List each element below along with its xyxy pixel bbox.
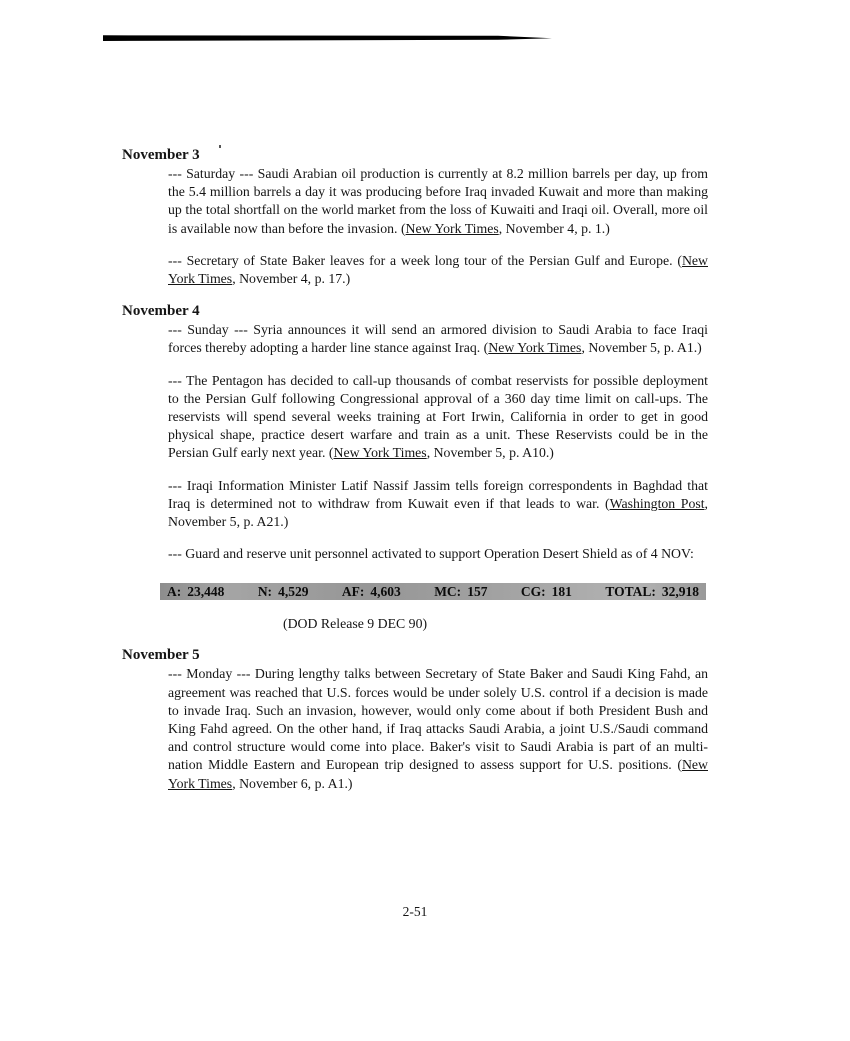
citation-source: New York Times (405, 220, 499, 236)
paragraph-text: , November 6, p. A1.) (232, 775, 353, 791)
stat-label: TOTAL: (605, 583, 656, 599)
stat-air-force (342, 584, 401, 600)
stat-label: A: (167, 583, 182, 599)
paragraph-text: --- Iraqi Information Minister Latif Nassif Jassim tells foreign correspondents in Baghdad that Iraq is determined not to withdraw from Kuwait even if that leads to war. ( (168, 477, 708, 511)
citation-source: Washington Post (609, 495, 705, 511)
stat-value: 4,603 (370, 583, 401, 599)
date-section-november-3 (122, 147, 708, 288)
paragraph-text: --- Monday --- During lengthy talks between Secretary of State Baker and Saudi King Fahd, an agreement was reached that U.S. forces would be under solely U.S. control if a decision is made to invade Iraq. Such an invasion, however, would only come about if both President Bush and King Fahd agreed. On the other hand, if Iraq attacks Saudi Arabia, a joint U.S./Saudi command and control structure would come into place. Baker's visit to Saudi Arabia is part of an multi-nation Middle Eastern and European trip designed to assess support for U.S. positions. ( (168, 666, 708, 773)
entry-paragraph (168, 665, 708, 792)
entry-paragraph (168, 252, 708, 288)
paragraph-text: , November 5, p. A1.) (581, 340, 702, 356)
date-section-november-4 (122, 303, 708, 632)
paragraph-text: --- The Pentagon has decided to call-up thousands of combat reservists for possible deployment to the Persian Gulf following Congressional approval of a 360 day time limit on call-ups. The reservists will spend several weeks training at Fort Irwin, California in order to get in good physical shape, practice desert warfare and train as a unit. These Reservists could be in the Persian Gulf early next year. ( (168, 372, 708, 461)
citation-source: New York Times (333, 445, 427, 461)
entry-paragraph (168, 545, 708, 563)
dod-release-note: (DOD Release 9 DEC 90) (283, 616, 428, 632)
citation-source: New York Times (488, 340, 582, 356)
page-content (122, 147, 708, 793)
stat-label: AF: (341, 583, 365, 599)
entry-paragraph (168, 165, 708, 238)
date-section-november-5 (122, 647, 708, 792)
date-heading: November 5 (122, 647, 200, 664)
stat-value: 4,529 (278, 583, 309, 599)
paragraph-text: --- Secretary of State Baker leaves for a week long tour of the Persian Gulf and Europe. ( (168, 252, 682, 268)
stat-value: 157 (467, 583, 488, 599)
stat-coast-guard (521, 584, 572, 600)
stat-value: 23,448 (187, 583, 225, 599)
header-rule (103, 35, 552, 41)
stat-total (605, 584, 699, 600)
stat-label: N: (257, 583, 273, 599)
stat-marine-corps (434, 584, 487, 600)
paragraph-text: , November 4, p. 1.) (498, 220, 610, 236)
paragraph-text: --- Sunday --- Syria announces it will send an armored division to Saudi Arabia to face Iraqi forces thereby adopting a harder line stance against Iraq. ( (168, 322, 708, 356)
stat-label: CG: (520, 583, 546, 599)
page-number: 2-51 (402, 904, 428, 919)
stat-army (167, 584, 224, 600)
paragraph-text: , November 5, p. A21.) (168, 495, 708, 530)
date-heading: November 4 (122, 303, 200, 320)
stat-value: 32,918 (661, 583, 699, 599)
entry-paragraph (168, 477, 708, 532)
paragraph-text: , November 4, p. 17.) (232, 271, 351, 287)
stat-label: MC: (434, 583, 462, 599)
paragraph-text: , November 5, p. A10.) (426, 445, 554, 461)
date-heading: November 3 (122, 147, 200, 163)
entry-paragraph (168, 321, 708, 357)
citation-source: New York Times (168, 252, 708, 287)
stat-navy (258, 584, 309, 600)
paragraph-text: --- Guard and reserve unit personnel activated to support Operation Desert Shield as of 4 NOV: (168, 546, 694, 562)
stat-value: 181 (551, 583, 572, 599)
troop-strength-highlight-bar (160, 583, 706, 600)
entry-paragraph (168, 372, 708, 463)
citation-source: New York Times (168, 757, 708, 791)
paragraph-text: --- Saturday --- Saudi Arabian oil production is currently at 8.2 million barrels per day, up from the 5.4 million barrels a day it was producing before Iraq invaded Kuwait and more than making up the total shortfall on the world market from the loss of Kuwaiti and Iraqi oil. Overall, more oil is available now than before the invasion. ( (168, 166, 708, 236)
